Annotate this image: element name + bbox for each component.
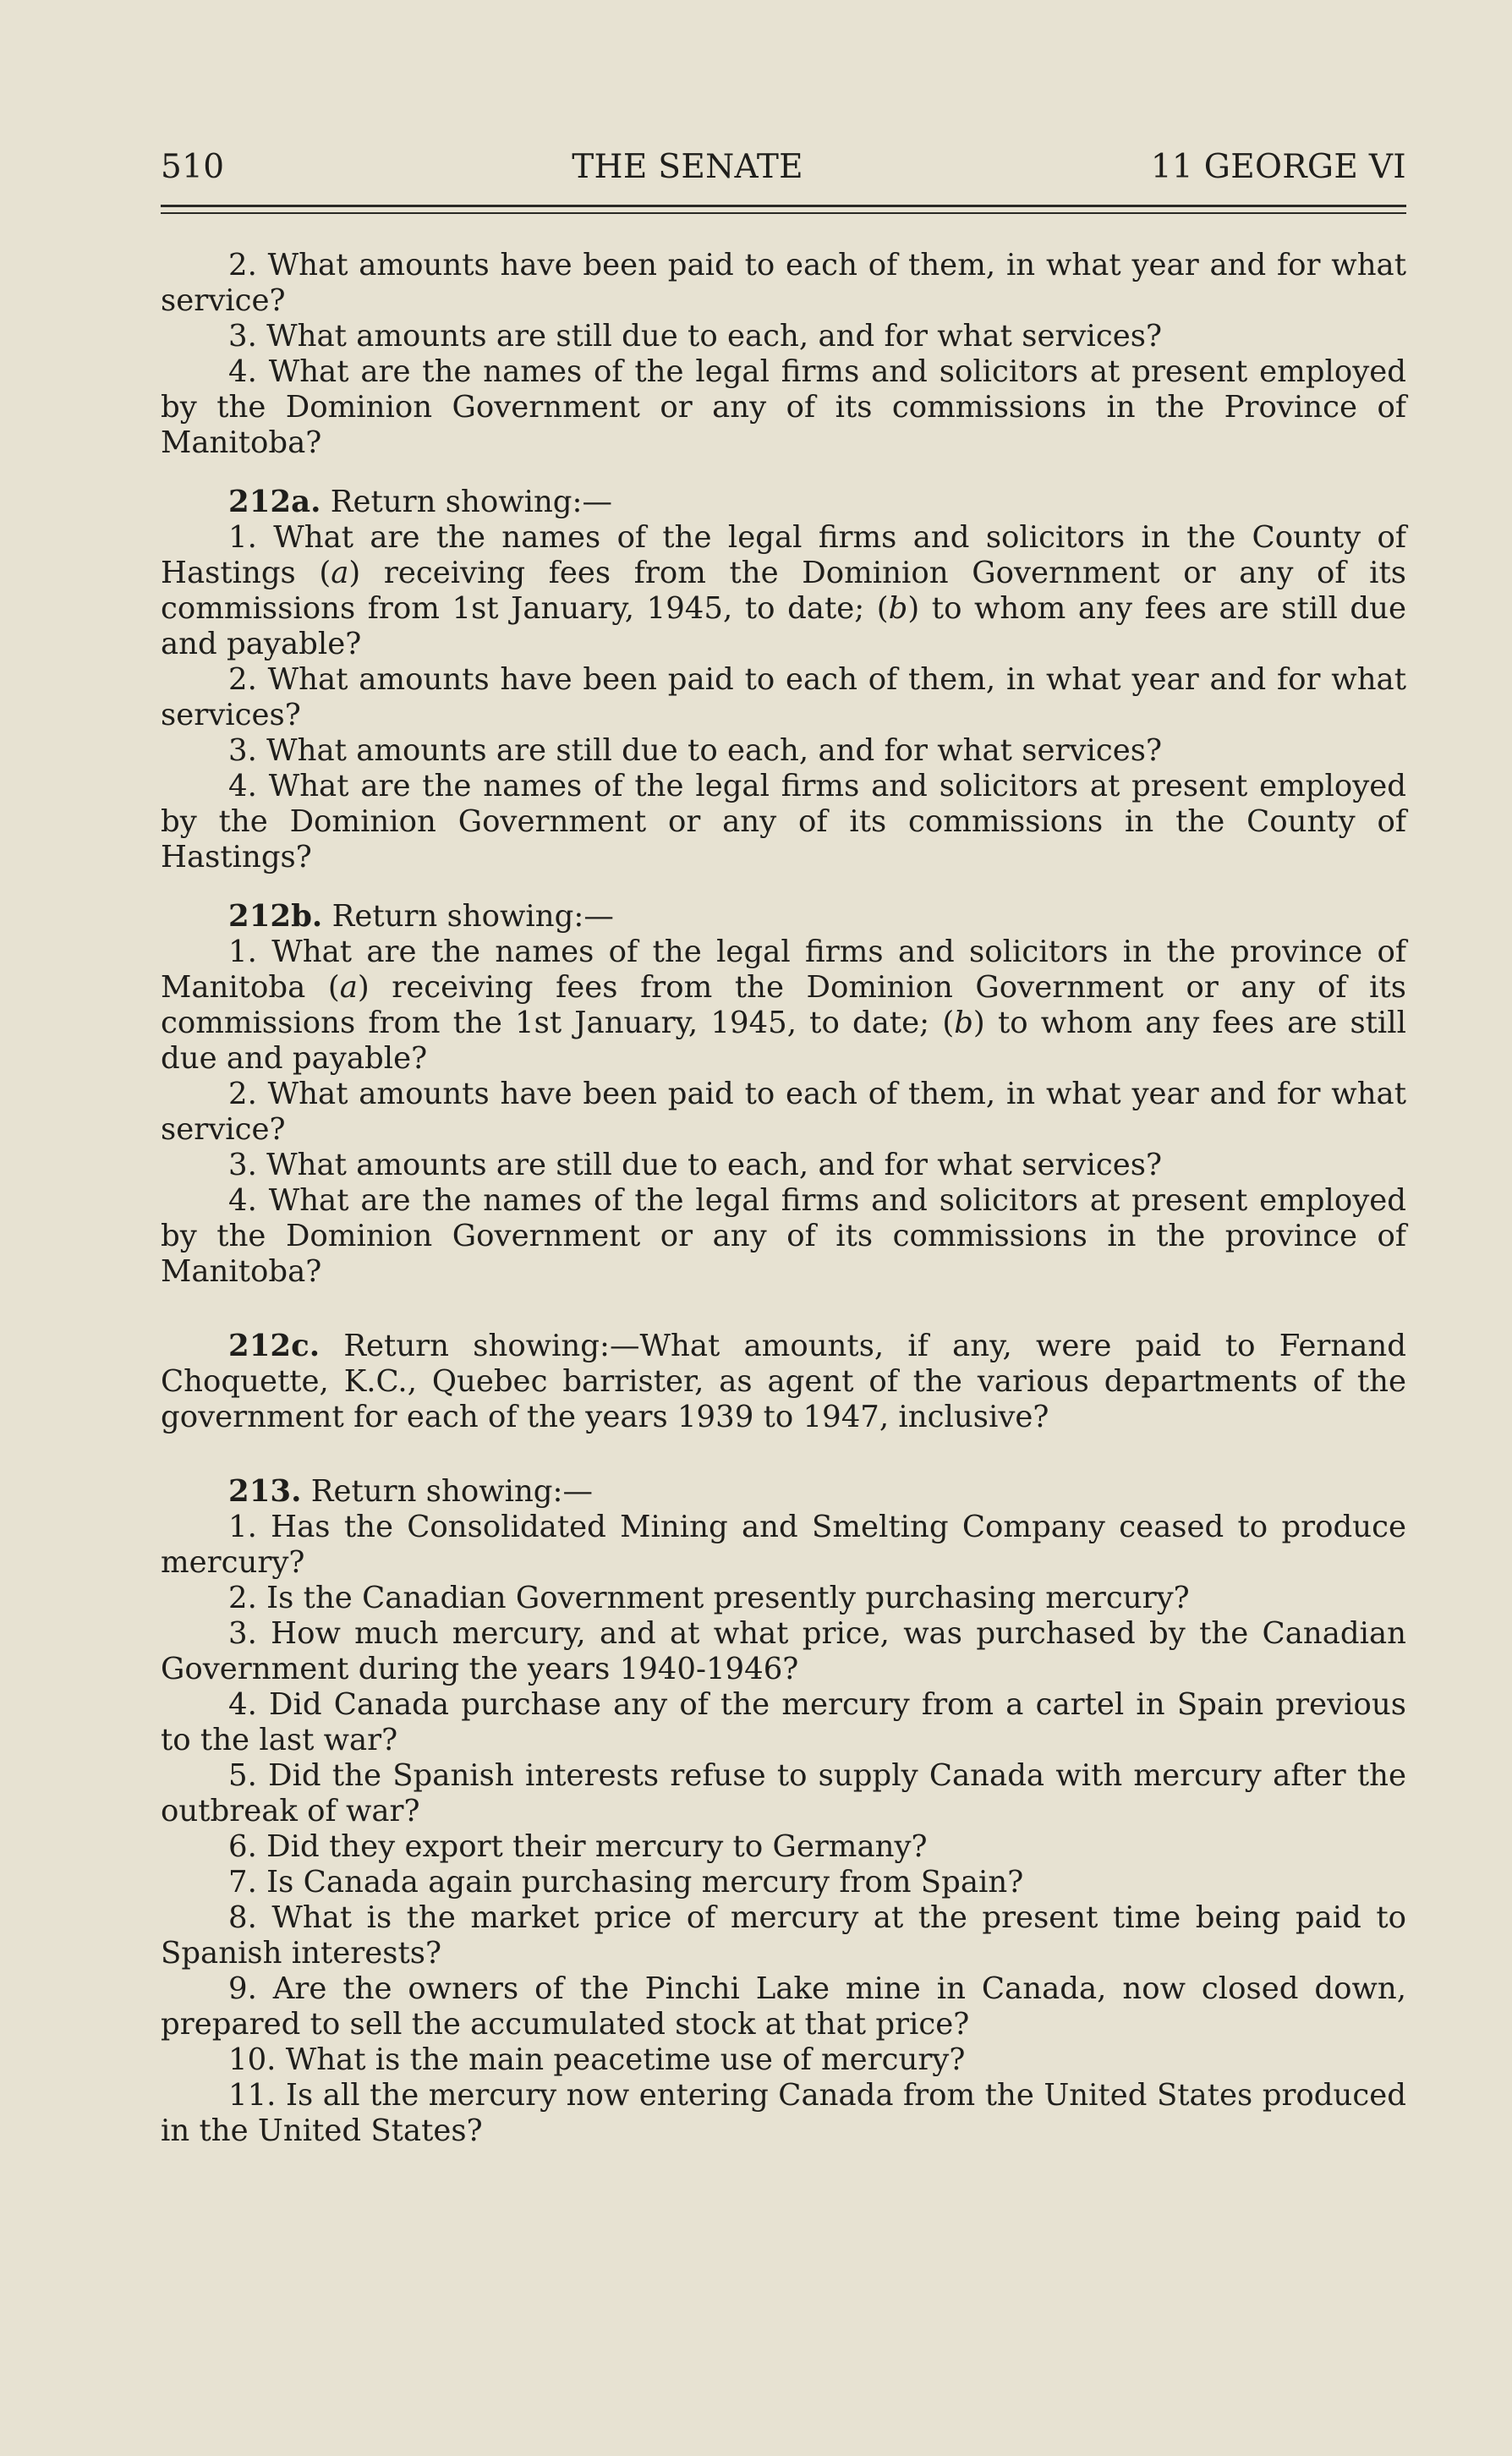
question: 8. What is the market price of mercury at the present time being paid to Spanish interests? xyxy=(161,1900,1406,1971)
section-heading-213 xyxy=(161,1474,1406,1510)
question: 3. What amounts are still due to each, and for what services? xyxy=(228,733,1162,768)
question: 3. What amounts are still due to each, and for what services? xyxy=(228,319,1162,354)
section-number: 212a. xyxy=(228,485,321,519)
question: 5. Did the Spanish interests refuse to supply Canada with mercury after the outbreak of war? xyxy=(161,1758,1406,1828)
section-212c xyxy=(161,1329,1406,1435)
question: 2. What amounts have been paid to each of them, in what year and for what service? xyxy=(161,1077,1406,1147)
question: 7. Is Canada again purchasing mercury from Spain? xyxy=(228,1865,1024,1900)
question: 2. Is the Canadian Government presently purchasing mercury? xyxy=(228,1581,1190,1615)
question: 3. What amounts are still due to each, and for what services? xyxy=(228,1148,1162,1182)
section-heading-212a xyxy=(161,485,1406,520)
section-number: 212b. xyxy=(228,899,323,934)
running-header xyxy=(161,148,1406,186)
question: 6. Did they export their mercury to Germany? xyxy=(228,1829,928,1864)
question: 11. Is all the mercury now entering Canada from the United States produced in the United States? xyxy=(161,2078,1406,2148)
section-heading-212b xyxy=(161,899,1406,935)
question: 1. What are the names of the legal firms and solicitors in the County of Hastings (a) receiving fees from the Dominion Government or any of its commissions from 1st January, 1945, to date; (b) to whom any fees are still due and payable? xyxy=(161,520,1407,661)
question: 2. What amounts have been paid to each of them, in what year and for what service? xyxy=(161,248,1406,318)
header-regnal-year: 11 GEORGE VI xyxy=(1150,148,1406,186)
question: 4. What are the names of the legal firms and solicitors at present employed by the Dominion Government or any of its commissions in the province of Manitoba? xyxy=(161,1183,1406,1289)
section-lead: Return showing:— xyxy=(310,1474,593,1509)
section-number: 212c. xyxy=(228,1329,320,1363)
section-lead: Return showing:— xyxy=(331,899,614,934)
header-rule xyxy=(161,205,1406,207)
question: 2. What amounts have been paid to each of them, in what year and for what services? xyxy=(161,662,1406,732)
section-number: 213. xyxy=(228,1474,302,1509)
section-text: Return showing:—What amounts, if any, were paid to Fernand Choquette, K.C., Quebec barrister, as agent of the various departments of the government for each of the years 1939 to 1947, inclusive? xyxy=(161,1329,1406,1434)
question: 9. Are the owners of the Pinchi Lake mine in Canada, now closed down, prepared to sell the accumulated stock at that price? xyxy=(161,1971,1406,2042)
question: 4. What are the names of the legal firms and solicitors at present employed by the Dominion Government or any of its commissions in the Province of Manitoba? xyxy=(161,354,1406,460)
header-title: THE SENATE xyxy=(572,148,803,186)
question: 4. What are the names of the legal firms and solicitors at present employed by the Dominion Government or any of its commissions in the County of Hastings? xyxy=(161,769,1406,874)
question: 3. How much mercury, and at what price, was purchased by the Canadian Government during the years 1940-1946? xyxy=(161,1616,1406,1686)
page-number: 510 xyxy=(161,148,225,186)
section-lead: Return showing:— xyxy=(330,485,612,519)
question: 10. What is the main peacetime use of mercury? xyxy=(228,2042,966,2077)
page-body xyxy=(161,248,1406,2149)
header-rule-thin xyxy=(161,212,1406,214)
question: 4. Did Canada purchase any of the mercury from a cartel in Spain previous to the last war? xyxy=(161,1687,1406,1757)
question: 1. What are the names of the legal firms and solicitors in the province of Manitoba (a) receiving fees from the Dominion Government or any of its commissions from the 1st January, 1945, to date; (b) to whom any fees are still due and payable? xyxy=(161,935,1406,1076)
question: 1. Has the Consolidated Mining and Smelting Company ceased to produce mercury? xyxy=(161,1510,1406,1580)
